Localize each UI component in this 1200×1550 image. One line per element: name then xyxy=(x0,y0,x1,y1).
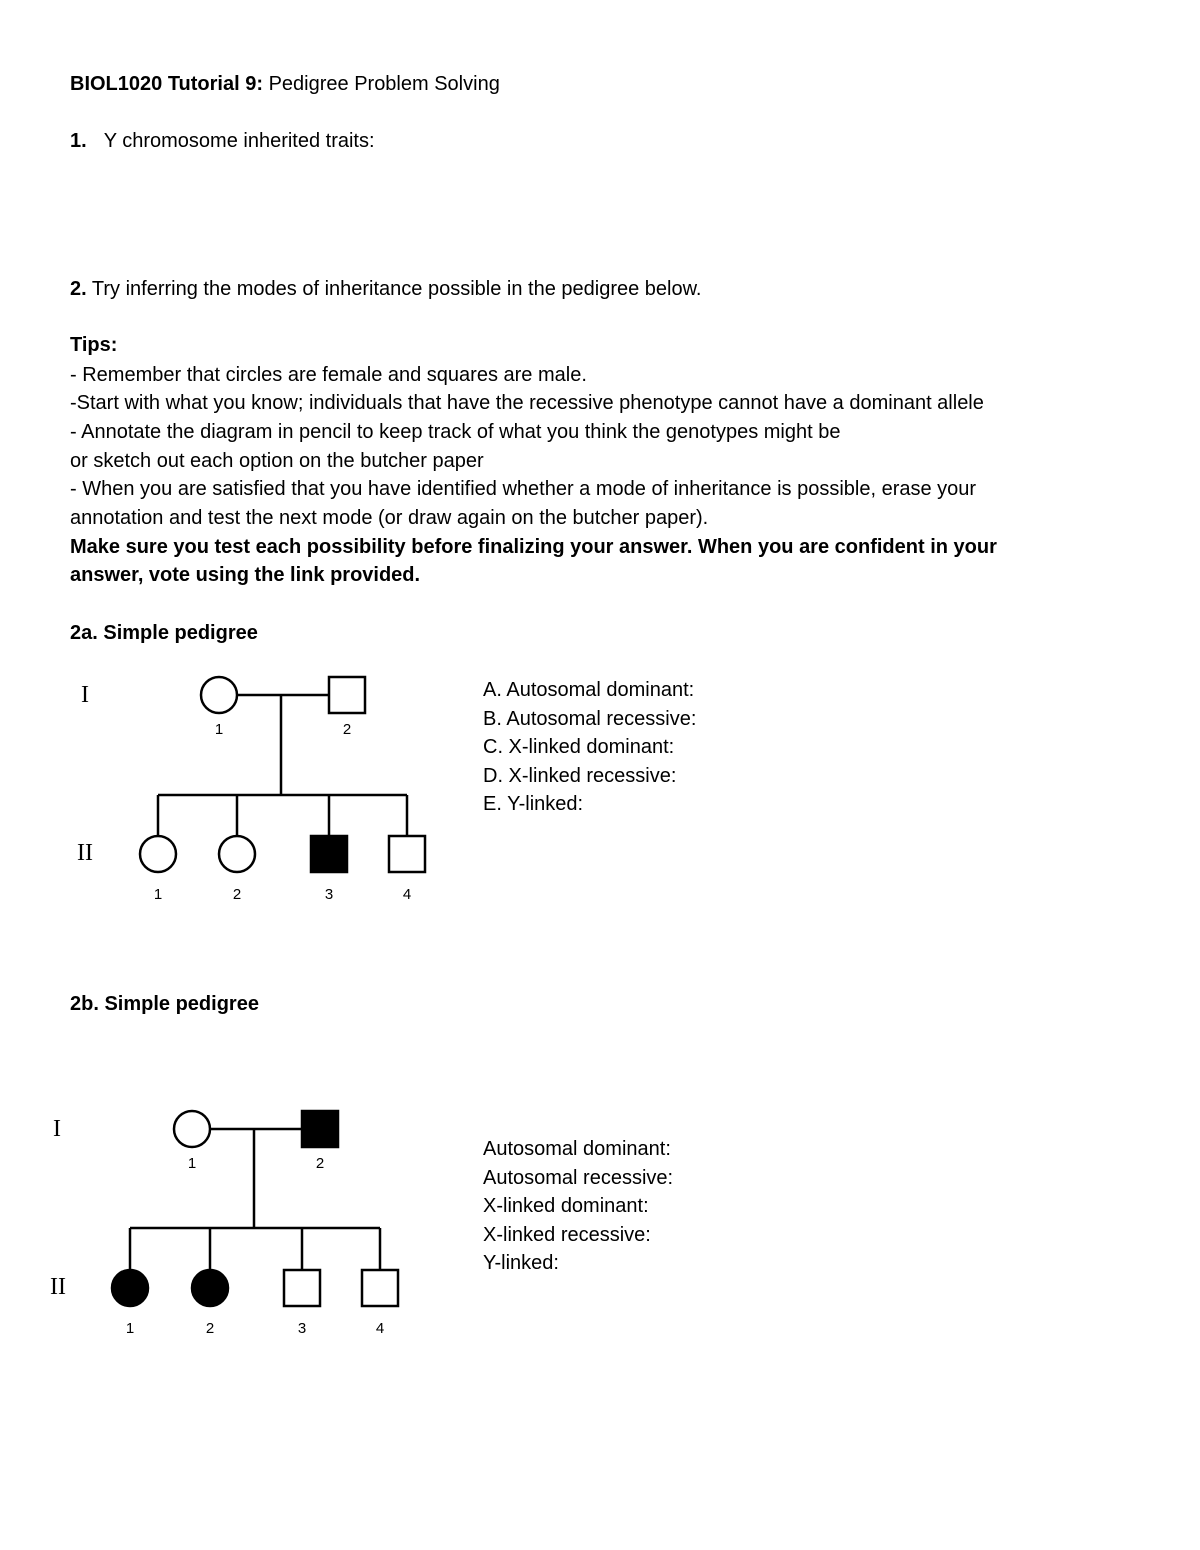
tips-heading: Tips: xyxy=(70,334,118,356)
option-item: X-linked recessive: xyxy=(483,1223,651,1246)
male-unaffected-symbol xyxy=(389,836,425,872)
question-1-number: 1. xyxy=(70,130,87,152)
title-subtitle: Pedigree Problem Solving xyxy=(263,73,500,95)
question-2-number: 2. xyxy=(70,278,87,300)
male-affected-symbol xyxy=(302,1111,338,1147)
individual-number: 4 xyxy=(402,886,412,903)
individual-number: 1 xyxy=(125,1320,135,1337)
female-affected-symbol xyxy=(112,1270,148,1306)
pedigree-a-diagram xyxy=(0,0,480,920)
pedigree-b-title: 2b. Simple pedigree xyxy=(70,993,259,1015)
option-item: Y-linked: xyxy=(483,1252,559,1274)
individual-number: 1 xyxy=(187,1155,197,1172)
course-title: BIOL1020 Tutorial 9: xyxy=(70,73,264,95)
option-item: C. X-linked dominant: xyxy=(483,736,675,758)
female-unaffected-symbol xyxy=(174,1111,210,1147)
male-unaffected-symbol xyxy=(362,1270,398,1306)
tip-bold-line: answer, vote using the link provided. xyxy=(70,564,421,586)
generation-label: I xyxy=(53,1116,61,1142)
tip-line: - Annotate the diagram in pencil to keep track of what you think the genotypes might be xyxy=(70,421,841,443)
individual-number: 2 xyxy=(315,1155,325,1172)
tip-line: - Remember that circles are female and squares are male. xyxy=(70,364,587,386)
female-unaffected-symbol xyxy=(219,836,255,872)
option-item: B. Autosomal recessive: xyxy=(483,707,697,730)
individual-number: 3 xyxy=(297,1320,307,1337)
tip-line: -Start with what you know; individuals that have the recessive phenotype cannot have a dominant allele xyxy=(70,392,984,414)
generation-label: II xyxy=(77,840,93,866)
tip-bold-line: Make sure you test each possibility before finalizing your answer. When you are confident in your xyxy=(70,536,997,558)
pedigree-b-diagram xyxy=(0,1050,480,1360)
generation-label: I xyxy=(81,682,89,708)
option-item: X-linked dominant: xyxy=(483,1195,649,1217)
individual-number: 2 xyxy=(205,1320,215,1337)
individual-number: 2 xyxy=(232,886,242,903)
individual-number: 1 xyxy=(214,721,224,738)
pedigree-a-options xyxy=(483,676,696,819)
tip-line: annotation and test the next mode (or draw again on the butcher paper). xyxy=(70,507,709,529)
option-item: D. X-linked recessive: xyxy=(483,764,677,787)
option-item: Autosomal dominant: xyxy=(483,1138,671,1160)
option-item: Autosomal recessive: xyxy=(483,1166,674,1189)
male-unaffected-symbol xyxy=(329,677,365,713)
individual-number: 2 xyxy=(342,721,352,738)
question-2-text: Try inferring the modes of inheritance possible in the pedigree below. xyxy=(86,278,702,300)
tip-line: or sketch out each option on the butcher paper xyxy=(70,450,484,472)
tip-line: - When you are satisfied that you have identified whether a mode of inheritance is possible, erase your xyxy=(70,478,977,500)
pedigree-b-options xyxy=(483,1135,673,1278)
pedigree-a-title: 2a. Simple pedigree xyxy=(70,622,258,644)
generation-label: II xyxy=(50,1274,66,1300)
individual-number: 4 xyxy=(375,1320,385,1337)
individual-number: 3 xyxy=(324,886,334,903)
option-item: A. Autosomal dominant: xyxy=(483,679,695,701)
male-affected-symbol xyxy=(311,836,347,872)
option-item: E. Y-linked: xyxy=(483,793,584,815)
individual-number: 1 xyxy=(153,886,163,903)
male-unaffected-symbol xyxy=(284,1270,320,1306)
female-unaffected-symbol xyxy=(140,836,176,872)
female-unaffected-symbol xyxy=(201,677,237,713)
question-1-text: Y chromosome inherited traits: xyxy=(103,130,375,152)
female-affected-symbol xyxy=(192,1270,228,1306)
